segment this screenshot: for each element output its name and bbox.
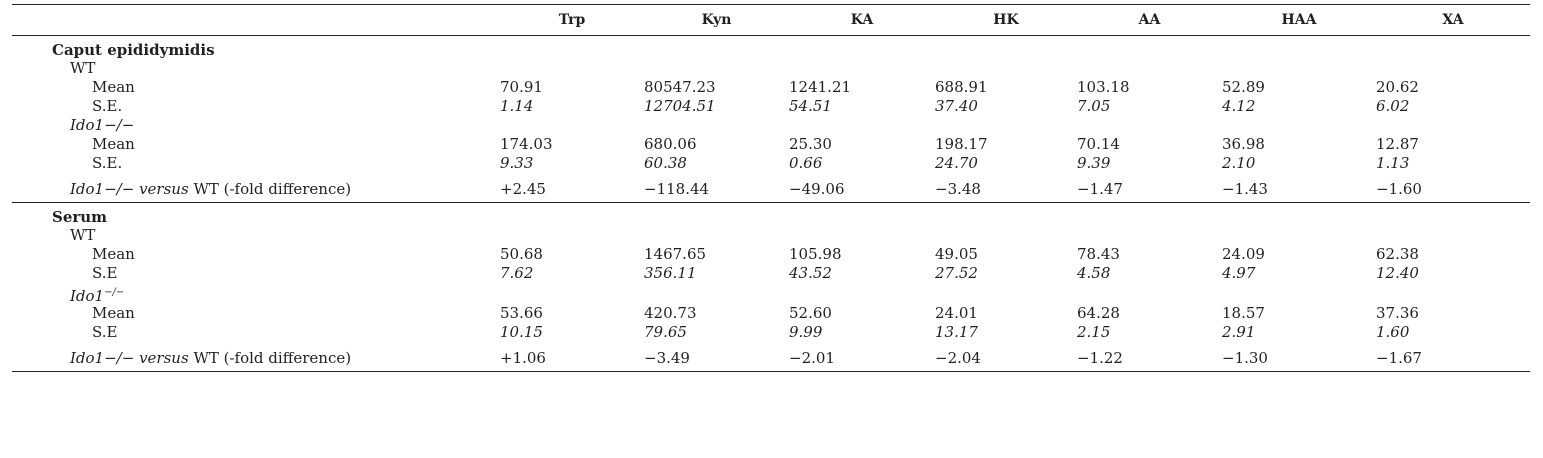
cell: 70.91 <box>500 78 543 96</box>
group-row-wt <box>12 60 1530 79</box>
row-label: S.E. <box>92 97 123 115</box>
cell: 25.30 <box>789 135 832 153</box>
cell: 37.36 <box>1376 304 1419 322</box>
cell: 13.17 <box>935 323 978 341</box>
table-row <box>12 305 1530 324</box>
header-stub <box>12 5 500 36</box>
row-label: S.E. <box>92 154 123 172</box>
cell: 9.99 <box>789 323 823 341</box>
cell: 1.14 <box>500 97 534 115</box>
cell: 356.11 <box>644 264 697 282</box>
cell: −3.49 <box>644 343 789 372</box>
metabolite-table <box>12 4 1530 372</box>
cell: 64.28 <box>1077 304 1120 322</box>
fold-difference-row <box>12 343 1530 372</box>
header-xa: XA <box>1376 5 1530 36</box>
row-label: Mean <box>92 304 135 322</box>
cell: 0.66 <box>789 154 823 172</box>
cell: 12.40 <box>1376 264 1419 282</box>
table-row <box>12 265 1530 284</box>
cell: −1.22 <box>1077 343 1222 372</box>
cell: −2.01 <box>789 343 935 372</box>
cell: 1241.21 <box>789 78 852 96</box>
cell: 62.38 <box>1376 245 1419 263</box>
header-hk: HK <box>935 5 1077 36</box>
cell: −2.04 <box>935 343 1077 372</box>
cell: +2.45 <box>500 174 644 203</box>
cell: 27.52 <box>935 264 978 282</box>
cell: 2.15 <box>1077 323 1111 341</box>
cell: 1.13 <box>1376 154 1410 172</box>
group-label: WT <box>70 226 96 244</box>
cell: 24.01 <box>935 304 978 322</box>
cell: 198.17 <box>935 135 988 153</box>
cell: 6.02 <box>1376 97 1410 115</box>
cell: 12704.51 <box>644 97 716 115</box>
fold-difference-row <box>12 174 1530 203</box>
cell: 9.33 <box>500 154 534 172</box>
row-label: Mean <box>92 135 135 153</box>
group-label-superscript: −/− <box>104 287 125 298</box>
cell: 24.09 <box>1222 245 1265 263</box>
cell: 4.97 <box>1222 264 1256 282</box>
section-title: Caput epididymidis <box>52 41 215 59</box>
table-row <box>12 98 1530 117</box>
cell: 53.66 <box>500 304 543 322</box>
cell: 52.60 <box>789 304 832 322</box>
cell: −118.44 <box>644 174 789 203</box>
cell: 50.68 <box>500 245 543 263</box>
cell: 680.06 <box>644 135 697 153</box>
group-label: Ido1−/− <box>70 116 135 134</box>
cell: 70.14 <box>1077 135 1120 153</box>
header-trp: Trp <box>500 5 644 36</box>
table-row <box>12 246 1530 265</box>
cell: +1.06 <box>500 343 644 372</box>
group-label-base: Ido1 <box>70 287 105 305</box>
fold-rest-label: WT (-fold difference) <box>193 348 352 367</box>
cell: 79.65 <box>644 323 687 341</box>
cell: 12.87 <box>1376 135 1419 153</box>
cell: 78.43 <box>1077 245 1120 263</box>
header-aa: AA <box>1077 5 1222 36</box>
section-row-serum <box>12 203 1530 228</box>
cell: 2.91 <box>1222 323 1256 341</box>
table-row <box>12 136 1530 155</box>
cell: 54.51 <box>789 97 832 115</box>
cell: 10.15 <box>500 323 543 341</box>
group-row-wt <box>12 227 1530 246</box>
cell: 80547.23 <box>644 78 716 96</box>
header-haa: HAA <box>1222 5 1376 36</box>
cell: 174.03 <box>500 135 553 153</box>
cell: 20.62 <box>1376 78 1419 96</box>
section-title: Serum <box>52 208 108 226</box>
cell: 24.70 <box>935 154 978 172</box>
fold-rest-label: WT (-fold difference) <box>193 179 352 198</box>
cell: −1.43 <box>1222 174 1376 203</box>
fold-ko-label: Ido1−/− <box>70 348 135 367</box>
fold-ko-label: Ido1−/− <box>70 179 135 198</box>
cell: 18.57 <box>1222 304 1265 322</box>
cell: 36.98 <box>1222 135 1265 153</box>
header-row <box>12 5 1530 36</box>
group-label: WT <box>70 59 96 77</box>
group-row-ko <box>12 117 1530 136</box>
header-kyn: Kyn <box>644 5 789 36</box>
row-label: S.E <box>92 323 118 341</box>
cell: 7.05 <box>1077 97 1111 115</box>
cell: 1467.65 <box>644 245 707 263</box>
cell: −1.30 <box>1222 343 1376 372</box>
cell: 7.62 <box>500 264 534 282</box>
cell: 420.73 <box>644 304 697 322</box>
group-label <box>12 284 1530 305</box>
cell: 2.10 <box>1222 154 1256 172</box>
cell: −1.60 <box>1376 174 1530 203</box>
cell: −1.67 <box>1376 343 1530 372</box>
table-row <box>12 155 1530 174</box>
fold-versus-label: versus <box>139 179 189 198</box>
cell: 4.58 <box>1077 264 1111 282</box>
fold-label <box>12 174 500 203</box>
cell: 1.60 <box>1376 323 1410 341</box>
table-row <box>12 79 1530 98</box>
cell: 4.12 <box>1222 97 1256 115</box>
cell: 105.98 <box>789 245 842 263</box>
cell: 52.89 <box>1222 78 1265 96</box>
cell: −1.47 <box>1077 174 1222 203</box>
cell: 103.18 <box>1077 78 1130 96</box>
row-label: Mean <box>92 78 135 96</box>
group-row-ko <box>12 284 1530 305</box>
cell: −49.06 <box>789 174 935 203</box>
row-label: S.E <box>92 264 118 282</box>
cell: 43.52 <box>789 264 832 282</box>
fold-versus-label: versus <box>139 348 189 367</box>
cell: −3.48 <box>935 174 1077 203</box>
header-ka: KA <box>789 5 935 36</box>
cell: 60.38 <box>644 154 687 172</box>
section-row-caput <box>12 36 1530 61</box>
cell: 37.40 <box>935 97 978 115</box>
fold-label <box>12 343 500 372</box>
cell: 49.05 <box>935 245 978 263</box>
cell: 9.39 <box>1077 154 1111 172</box>
table-row <box>12 324 1530 343</box>
cell: 688.91 <box>935 78 988 96</box>
row-label: Mean <box>92 245 135 263</box>
